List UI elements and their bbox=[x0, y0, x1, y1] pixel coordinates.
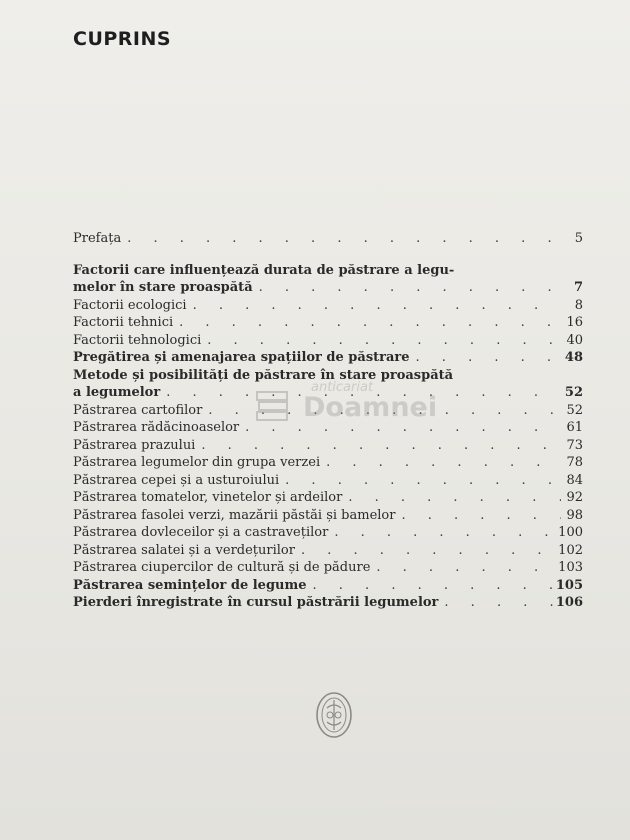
toc-leader-dots bbox=[295, 542, 558, 560]
toc-entry-page: 100 bbox=[558, 525, 583, 540]
watermark-line1: anticariat bbox=[311, 380, 374, 395]
toc-entry-page: 5 bbox=[574, 231, 583, 246]
toc-entry bbox=[73, 489, 583, 507]
toc-entry-page: 106 bbox=[555, 595, 583, 610]
toc-entry-title: Prefața bbox=[73, 231, 122, 246]
toc-entry-page: 78 bbox=[566, 455, 583, 470]
toc-entry-page: 7 bbox=[573, 280, 583, 295]
toc-leader-dots bbox=[410, 349, 561, 367]
toc-leader-dots bbox=[201, 332, 561, 350]
publisher-logo-icon bbox=[312, 690, 356, 740]
toc-entry-title: Păstrarea tomatelor, vinetelor și ardeilor bbox=[73, 490, 343, 505]
toc-entry-title: Pregătirea și amenajarea spațiilor de păstrare bbox=[73, 350, 410, 365]
toc-leader-dots bbox=[187, 297, 561, 315]
toc-leader-dots bbox=[328, 524, 558, 542]
toc-entry bbox=[73, 230, 583, 248]
toc-leader-dots bbox=[370, 559, 558, 577]
toc-leader-dots bbox=[279, 472, 561, 490]
toc-entry-title: Păstrarea dovleceilor și a castraveților bbox=[73, 525, 329, 540]
toc-entry-page: 105 bbox=[555, 577, 583, 593]
toc-entry-title: melor în stare proaspătă bbox=[73, 280, 253, 295]
toc-entry-page: 16 bbox=[566, 315, 583, 330]
toc-entry-title: Factorii ecologici bbox=[73, 297, 187, 313]
toc-entry-page: 102 bbox=[558, 542, 583, 558]
toc-entry-title: Păstrarea semințelor de legume bbox=[73, 577, 307, 593]
toc-leader-dots bbox=[253, 279, 561, 297]
book-stack-icon bbox=[255, 388, 291, 428]
toc-entry-title: Păstrarea salatei și a verdețurilor bbox=[73, 542, 295, 558]
toc-entry bbox=[73, 524, 583, 542]
toc-leader-dots bbox=[121, 230, 561, 248]
toc-entry bbox=[73, 542, 583, 560]
toc-entry-title: a legumelor bbox=[73, 385, 161, 400]
toc-entry-page: 92 bbox=[566, 490, 583, 505]
toc-entry bbox=[73, 594, 583, 612]
toc-leader-dots bbox=[342, 489, 561, 507]
toc-entry bbox=[73, 577, 583, 595]
toc-leader-dots bbox=[395, 507, 561, 525]
toc-entry bbox=[73, 314, 583, 332]
toc-entry-title: Factorii tehnologici bbox=[73, 332, 202, 348]
toc-entry-title: Păstrarea rădăcinoaselor bbox=[73, 420, 240, 435]
toc-entry-title: Pierderi înregistrate în cursul păstrării legumelor bbox=[73, 595, 439, 610]
toc-entry-page: 52 bbox=[566, 402, 583, 418]
toc-entry-page: 98 bbox=[566, 507, 583, 523]
toc-leader-dots bbox=[320, 454, 561, 472]
toc-entry-page: 52 bbox=[564, 385, 583, 400]
watermark bbox=[255, 380, 438, 440]
toc-entry-page: 8 bbox=[574, 297, 583, 313]
toc-entry bbox=[73, 349, 583, 367]
toc-entry bbox=[73, 472, 583, 490]
toc-entry-title: Păstrarea cartofilor bbox=[73, 402, 203, 418]
watermark-line2: Doamnei bbox=[303, 392, 438, 423]
toc-entry bbox=[73, 297, 583, 315]
toc-entry-title: Păstrarea cepei și a usturoiului bbox=[73, 472, 280, 488]
toc-leader-dots bbox=[307, 577, 556, 595]
toc-entry-title: Factorii tehnici bbox=[73, 315, 174, 330]
toc-entry bbox=[73, 507, 583, 525]
toc-leader-dots bbox=[173, 314, 561, 332]
toc-entry bbox=[73, 262, 583, 280]
toc-entry-page: 103 bbox=[558, 560, 583, 575]
toc-entry-page: 48 bbox=[564, 350, 583, 365]
toc-entry-page: 40 bbox=[566, 332, 583, 348]
toc-leader-dots bbox=[438, 594, 555, 612]
toc-entry-page: 84 bbox=[566, 472, 583, 488]
toc-entry-page: 73 bbox=[566, 437, 583, 453]
toc-entry-title: Păstrarea legumelor din grupa verzei bbox=[73, 455, 321, 470]
toc-entry-title: Metode și posibilități de păstrare în stare proaspătă bbox=[73, 367, 454, 383]
toc-entry bbox=[73, 559, 583, 577]
toc-entry bbox=[73, 454, 583, 472]
toc-entry bbox=[73, 332, 583, 350]
toc-entry-title: Păstrarea fasolei verzi, mazării păstăi și bamelor bbox=[73, 507, 396, 523]
toc-entry-title: Păstrarea ciupercilor de cultură și de pădure bbox=[73, 560, 371, 575]
toc-entry-title: Factorii care influențează durata de păstrare a legu- bbox=[73, 262, 455, 278]
toc-entry bbox=[73, 279, 583, 297]
toc-entry-title: Păstrarea prazului bbox=[73, 437, 196, 453]
toc-gap bbox=[73, 248, 583, 262]
toc-entry-page: 61 bbox=[566, 420, 583, 435]
page-title: CUPRINS bbox=[73, 28, 172, 50]
